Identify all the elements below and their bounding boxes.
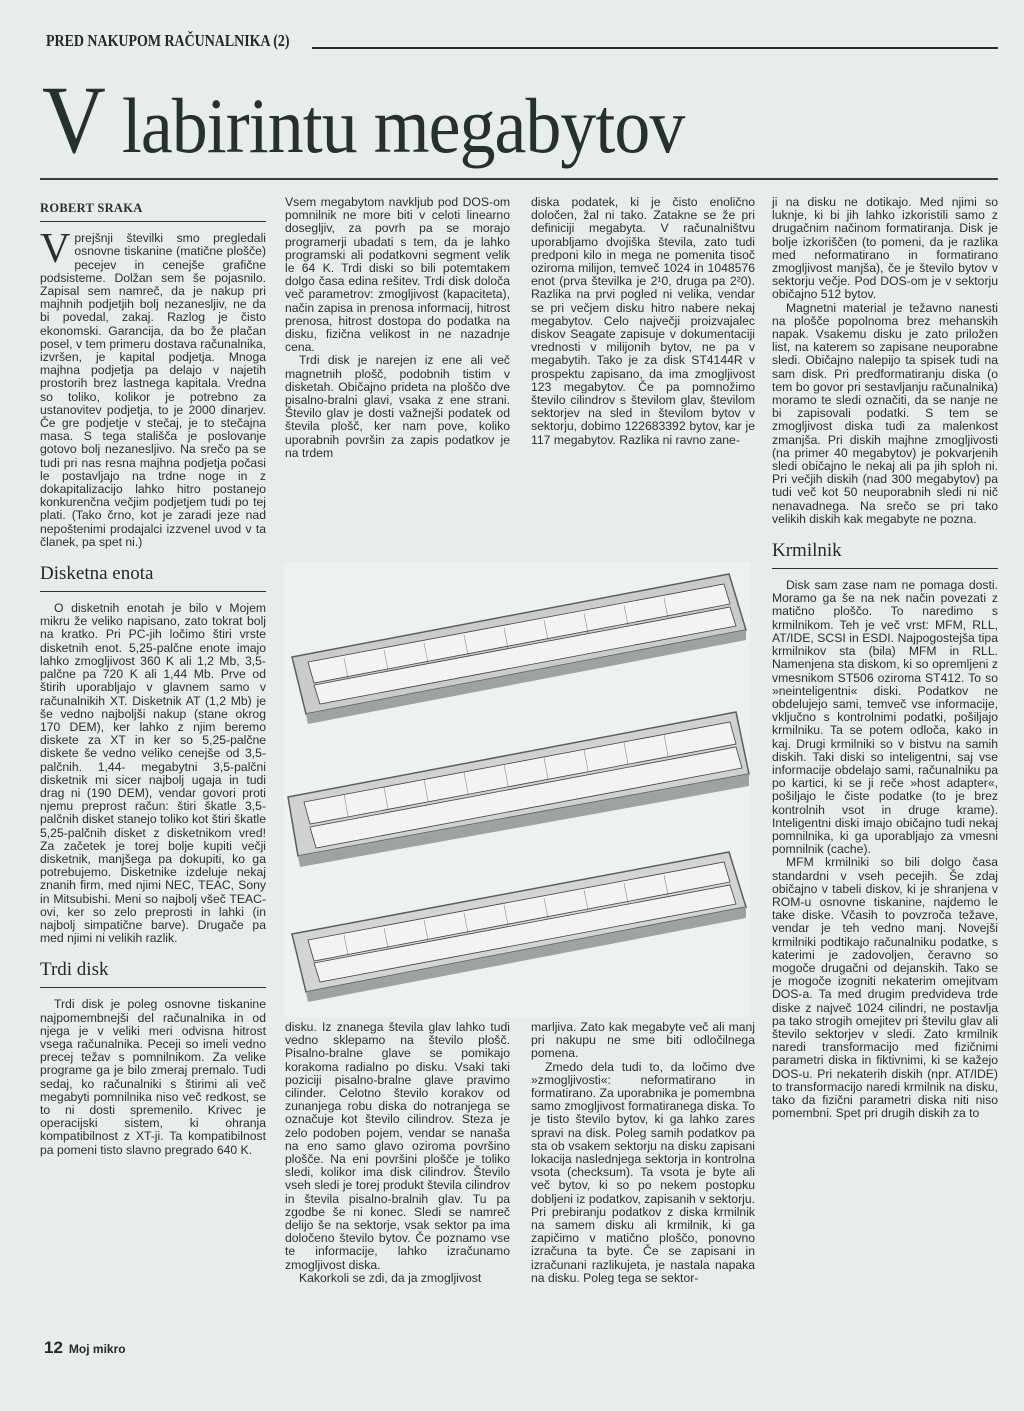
subheading-krmilnik: Krmilnik <box>772 540 998 569</box>
column-3-bottom <box>531 1021 755 1285</box>
page-number: 12 <box>44 1338 63 1357</box>
column-3-top <box>531 196 755 447</box>
magazine-name: Moj mikro <box>68 1342 126 1356</box>
column-4 <box>772 196 998 1120</box>
column-1 <box>40 202 266 1157</box>
intro-paragraph: Vprejšnji številki smo pregledali osnovne tiskanine (matične plošče) pecejev in cenejše grafične podsisteme. Dolžan sem še pojasnilo. Zapisal sem namreč, da je nakup pri majhnih podjetjih bolj nezanesljiv, ne da bi povedal, zakaj. Razlog je čisto ekonomski. Garancija, da bo že plačan posel, v tem primeru dostava računalnika, izvršen, je kapital podjetja. Mnoga majhna podjetja pa delajo v najetih prostorih brez lastnega kapitala. Vredna so toliko, kolikor je potrebno za ustanovitev podjetja, to je 2000 dinarjev. Če gre podjetje v stečaj, je to stečajna masa. S tega stališča je poslovanje gotovo bolj nezanesljivo. Na srečo pa se tudi pri nas resna majhna podjetja počasi le postavljajo na trdne noge in z dokapitalizacijo lahko hitro postanejo konkurenčna večjim podjetjem tudi po tej plati. (Tako črno, kot je zaradi jeze nad nepoštenimi prodajalci izzvenel uvod v ta članek, pa spet ni.) <box>40 226 266 549</box>
keyboards-photo <box>284 562 750 1017</box>
paragraph: marljiva. Zato kak megabyte več ali manj pri nakupu ne sme biti odločilnega pomena. <box>531 1020 755 1061</box>
title-rule <box>40 178 998 180</box>
drop-cap: V <box>40 226 71 273</box>
paragraph: MFM krmilniki so bili dolgo časa standardni v vseh pecejih. Še zdaj običajno v tabeli diskov, ki je shranjena v ROM-u osnovne tiskanine, najdemo le take diske. Včasih to povzroča težave, vendar je teh vedno manj. Novejši krmilniki podtikajo računalniku podatke, s katerimi je zadovoljen, čeravno so mogoče drugačni od dejanskih. Tako se je mogoče izogniti nekaterim omejitvam DOS-a. Ta med drugim predvideva trde diske z največ 1024 cilindri, ne postavlja pa tako strogih omejitev pri številu glav ali število sektorjev v sledi. Zato krmilnik naredi transformacijo med fizičnimi parametri diska in fiktivnimi, ki se kažejo DOS-u. Pri nekaterih diskih (npr. AT/IDE) to transformacijo naredi krmilnik na disku, tako da fizični parametri diska niti niso pomembni. Spet pri drugih diskih za to <box>772 855 998 1121</box>
paragraph: O disketnih enotah je bilo v Mojem mikru že veliko napisano, zato tokrat bolj na kratko. Pri PC-jih ločimo štiri vrste disketnih enot. 5,25-palčne enote imajo lahko zmogljivost 360 K ali 1,2 Mb, 3,5- palčne pa 720 K ali 1,44 Mb. Prve od štirih uporabljajo v glavnem samo v računalnikih XT. Disketnik AT (1,2 Mb) je še vedno najboljši nakup (stane okrog 170 DEM), ker lahko z njim beremo diskete za XT in ker so 5,25-palčne diskete še vedno veliko cenejše od 3,5-palčnih. 1,44- megabytni 3,5-palčni disketnik mi sicer najbolj ugaja in tudi drag ni (190 DEM), vendar govori proti njemu preprost račun: štiri škatle 3,5-palčnih disket stanejo toliko kot štiri škatle 5,25-palčnih disket z disketnikom vred! Za začetek je torej bolje kupiti večji disketnik, manjšega pa dokupiti, ko ga potrebujemo. Disketnike izdeluje nekaj znanih firm, med njimi NEC, TEAC, Sony in Mitsubishi. Meni so najbolj všeč TEAC-ovi, ker so zelo preprosti in lahki (in najbolj simpatične barve). Drugače pa med njimi ni velikih razlik. <box>40 601 266 946</box>
paragraph: Disk sam zase nam ne pomaga dosti. Moramo ga še na nek način povezati z matično ploščo. To naredimo s krmilnikom. Teh je več vrst: MFM, RLL, AT/IDE, SCSI in ESDI. Najpogostejša tipa krmilnikov sta (bila) MFM in RLL. Namenjena sta diskom, ki so opremljeni z vmesnikom ST506 oziroma ST412. To so »neinteligentni« diski. Podatkov ne obdelujejo sami, temveč vse informacije, vključno s kontrolnimi podatki, pošiljajo krmilniku. Ta se potem odloča, kako in kaj. Drugi krmilniki so v bistvu na samih diskih. Taki diski so inteligentni, saj vse informacije obdelajo sami, računalniku pa po kartici, ki se ji reče »host adapter«, pošiljajo le čiste podatke (to je brez kontrolnih vsot in druge krame). Inteligentni diski imajo običajno tudi nekaj pomnilnika, ki ga uporabljajo za vmesni pomnilnik (cache). <box>772 578 998 857</box>
paragraph: Trdi disk je narejen iz ene ali več magnetnih plošč, podobnih tistim v disketah. Običajno prideta na ploščo dve pisalno-bralni glavi, vsaka z ene strani. Število glav je dosti važnejši podatek od števila plošč, ker nam pove, koliko uporabnih površin za zapis podatkov je na trdem <box>285 353 510 460</box>
paragraph: ji na disku ne dotikajo. Med njimi so luknje, ki bi jih lahko izkoristili samo z drugačnim načinom formatiranja. Disk je bolje izkoriščen (to pomeni, da je razlika med neformatirano in formatirano zmogljivost manjša), če je število bytov v sektorju večje. Pod DOS-om je v sektorju običajno 512 bytov. <box>772 195 998 302</box>
running-head: PRED NAKUPOM RAČUNALNIKA (2) <box>46 31 290 50</box>
subheading-trdi-disk: Trdi disk <box>40 959 266 988</box>
paragraph: diska podatek, ki je čisto enolično določen, žal ni tako. Zatakne se že pri definiciji megabyta. V računalništvu uporabljamo dvojiška števila, zato tudi predponi kilo in mega ne pomenita tisoč oziroma milijon, temveč 1024 in 1048576 enot (prva številka je 2¹0, druga pa 2²0). Razlika na prvi pogled ni velika, vendar se pri večjem disku hitro nabere nekaj megabytov. Celo največji proizvajalec diskov Seagate zapisuje v dokumentaciji vrednosti v milijonih bytov, ne pa v megabytih. Tako je za disk ST4144R v prospektu zapisano, da ima zmogljivost 123 megabytov. Če pa pomnožimo število cilindrov s številom glav, številom sektorjev na sled in številom bytov v sektorju, dobimo 122683392 bytov, kar je 117 megabytov. Razlika ni ravno zane- <box>531 195 755 447</box>
column-2-bottom <box>285 1021 510 1285</box>
paragraph: Trdi disk je poleg osnovne tiskanine najpomembnejši del računalnika in od njega je v veliki meri odvisna hitrost vsega računalnika. Peceji so imeli vedno precej težav s pomnilnikom. Za velike programe ga je bilo zmeraj premalo. Tudi sedaj, ko računalniki s štirimi ali več megabyti pomnilnika niso več redkost, se to ni dosti spremenilo. Krivec je operacijski sistem, ki ohranja kompatibilnost z XT-ji. Ta kompatibilnost pa pomeni tisto slavno pregrado 640 K. <box>40 997 266 1157</box>
article-title <box>42 66 685 174</box>
subheading-disketna-enota: Disketna enota <box>40 563 266 592</box>
paragraph: Vsem megabytom navkljub pod DOS-om pomnilnik ne more biti v celoti linearno dosegljiv, za povrh pa se morajo programerji ubadati s tem, da je lahko programski ali podatkovni segment velik le 64 K. Trdi diski so bili potemtakem dolgo časa edina rešitev. Trdi disk določa več parametrov: zmogljivost (kapaciteta), način zapisa in prenosa informacij, hitrost prenosa, hitrost dostopa do podatka na disku, fizična velikost in ne nazadnje cena. <box>285 195 510 355</box>
paragraph: disku. Iz znanega števila glav lahko tudi vedno sklepamo na število plošč. Pisalno-bralne glave se pomikajo korakoma radialno po disku. Vsaki taki poziciji pisalno-bralne glave pravimo cilinder. Celotno število korakov od zunanjega robu diska do notranjega se označuje kot število cilindrov. Steza je zelo podoben pojem, vendar se nanaša na eno samo glavo oziroma površino plošče. Na eni površini plošče je toliko sledi, kolikor ima disk cilindrov. Število vseh sledi je torej produkt števila cilindrov in števila pisalno-bralnih glav. Tu pa zgodbe še ni konec. Sledi se namreč delijo še na sektorje, vsak sektor pa ima določeno število bytov. Če poznamo vse te informacije, lahko izračunamo zmogljivost diska. <box>285 1020 510 1272</box>
header-rule <box>312 47 998 49</box>
paragraph: Magnetni material je težavno nanesti na plošče popolnoma brez mehanskih napak. Vsakemu disku je zato priložen list, na katerem so zapisane neuporabne sledi. Običajno nalepijo ta spisek tudi na sam disk. Pri predformatiranju diska (o tem bo govor pri sestavljanju računalnika) moramo te sledi označiti, da se nanje ne bi zapisovali podatki. S tem se zmogljivost diska tudi za malenkost zmanjša. Pri diskih majhne zmogljivosti (na primer 40 megabytov) je pokvarjenih sledi običajno le nekaj ali pa jih sploh ni. Pri večjih diskih (nad 300 megabytov) pa tudi več kot 50 neuporabnih sledi ni nič nenavadnega. Na srečo se pri tako velikih diskih kak megabyte ne pozna. <box>772 300 998 526</box>
paragraph: Kakorkoli se zdi, da ja zmogljivost <box>299 1270 482 1285</box>
title-initial: V <box>42 66 105 173</box>
page-footer <box>44 1338 126 1358</box>
column-2-top <box>285 196 510 460</box>
author-byline: ROBERT SRAKA <box>40 202 266 222</box>
title-rest: labirintu megabytov <box>104 82 685 169</box>
paragraph: Zmedo dela tudi to, da ločimo dve »zmogljivosti«: neformatirano in formatirano. Za uporabnika je pomembna samo zmogljivost formatiranega diska. To je tisto število bytov, ki ga lahko zares spravi na disk. Poleg samih podatkov pa sta ob vsakem sektorju na disku zapisani lokacija naslednjega sektorja in kontrolna vsota (checksum). Ta vsota je byte ali več bytov, ki so po nekem postopku dobljeni iz podatkov, zapisanih v sektorju. Pri prebiranju podatkov z diska krmilnik na samem disku ali krmilnik, ki ga zapičimo v matično ploščo, ponovno izračuna ta byte. Če se zapisani in izračunani razlikujeta, je nastala napaka na disku. Poleg tega se sektor- <box>531 1059 755 1285</box>
